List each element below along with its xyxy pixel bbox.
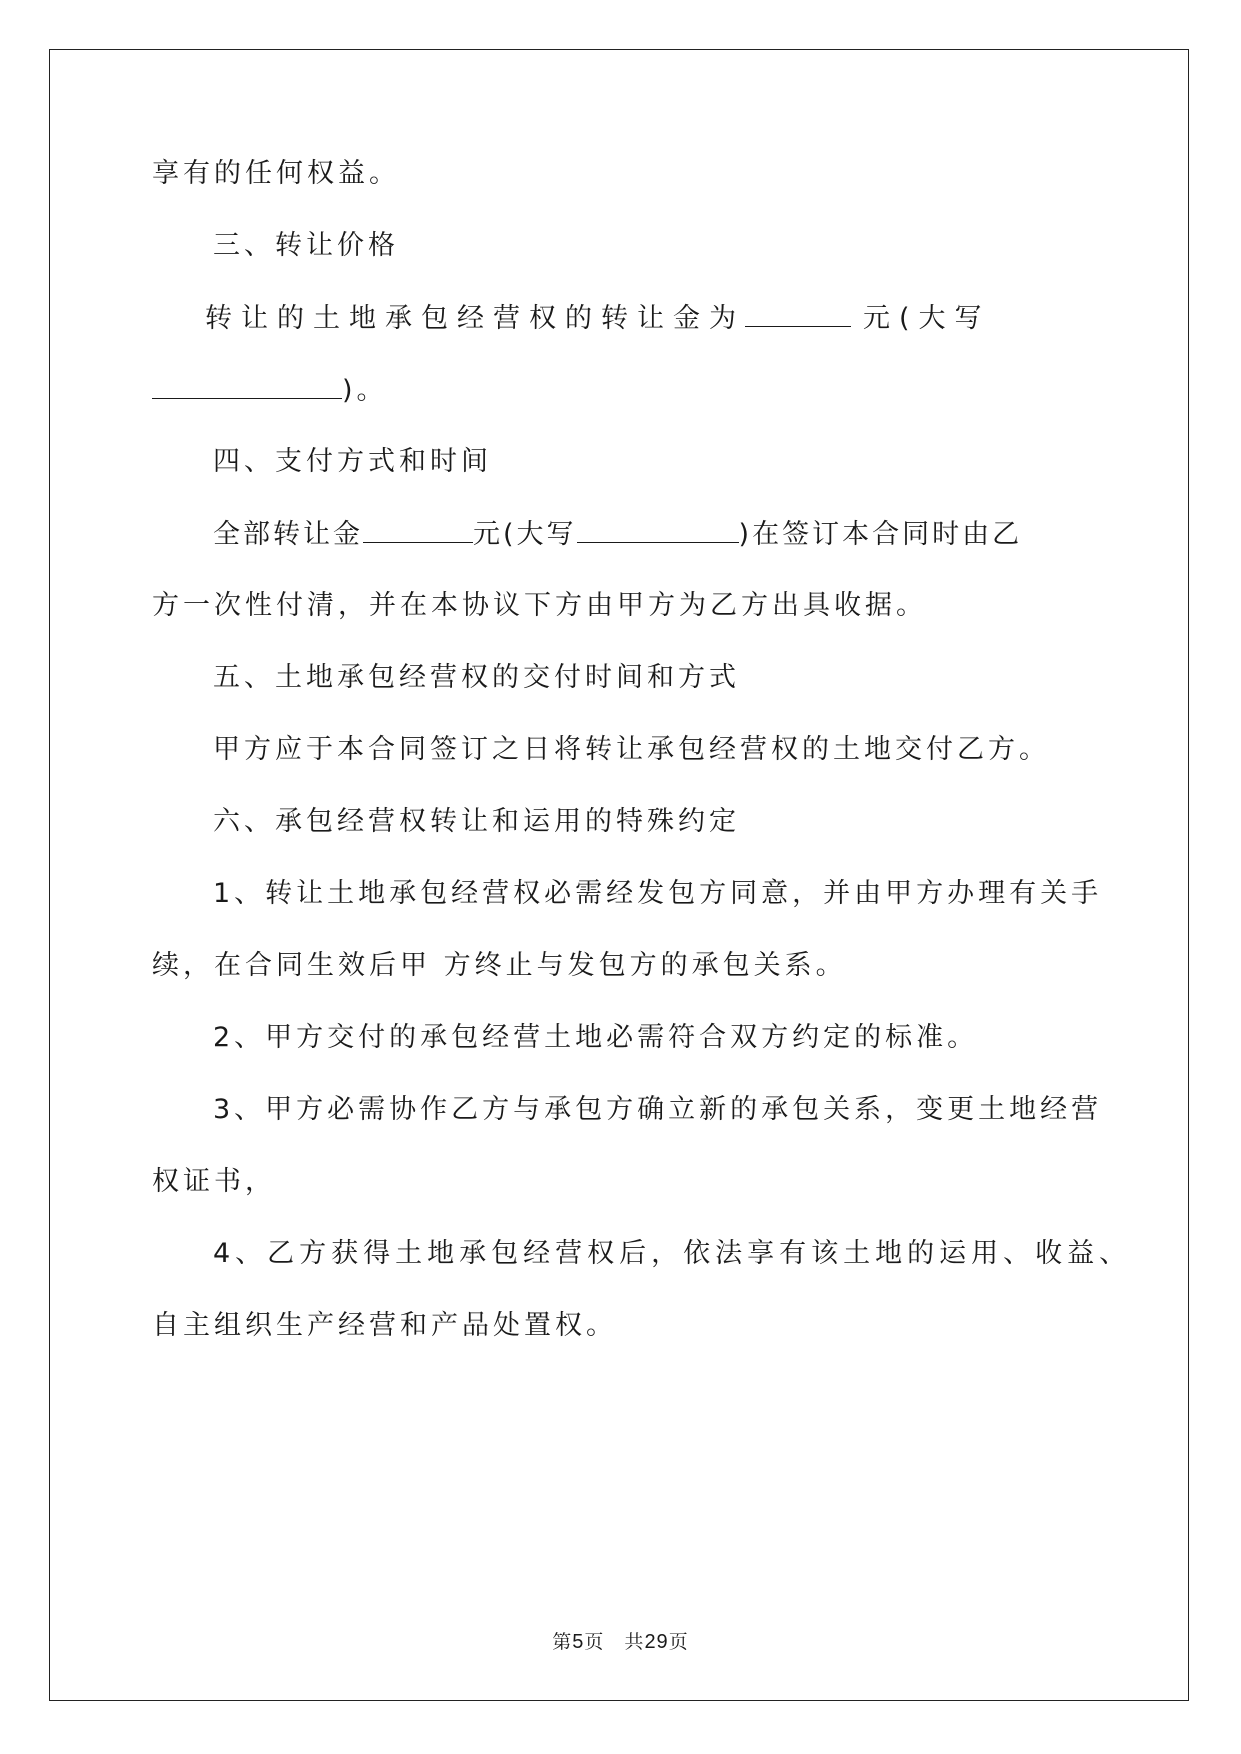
- footer-middle: 页 共: [584, 1631, 645, 1653]
- section-heading-delivery: 五、土地承包经营权的交付时间和方式: [213, 662, 740, 693]
- current-page-number: 5: [572, 1631, 585, 1653]
- paragraph-line: 享有的任何权益。: [152, 158, 400, 189]
- list-item-4: 4、乙方获得土地承包经营权后，依法享有该土地的运用、收益、: [213, 1238, 1132, 1269]
- paragraph-line: 方一次性付清，并在本协议下方由甲方为乙方出具收据。: [152, 590, 927, 621]
- blank-amount-field: [363, 516, 473, 543]
- list-item-3-continued: 权证书，: [152, 1166, 276, 1197]
- text-segment: 转让的土地承包经营权的转让金为: [205, 303, 745, 334]
- text-segment: )在签订本合同时由乙: [738, 519, 1023, 550]
- list-item-3: 3、甲方必需协作乙方与承包方确立新的承包关系，变更土地经营: [213, 1094, 1103, 1125]
- paragraph-line: [213, 516, 1022, 553]
- text-segment: )。: [342, 375, 388, 406]
- footer-prefix: 第: [552, 1631, 573, 1653]
- section-heading-payment: 四、支付方式和时间: [213, 446, 492, 477]
- blank-capital-amount-field: [577, 516, 739, 543]
- list-item-4-continued: 自主组织生产经营和产品处置权。: [152, 1310, 617, 1341]
- page-number-footer: [0, 1630, 1241, 1654]
- page-border: [49, 49, 1189, 1701]
- blank-capital-amount-field: [152, 372, 342, 399]
- section-heading-special-terms: 六、承包经营权转让和运用的特殊约定: [213, 806, 740, 837]
- total-page-count: 29: [644, 1631, 669, 1653]
- list-item-2: 2、甲方交付的承包经营土地必需符合双方约定的标准。: [213, 1022, 979, 1053]
- section-heading-price: 三、转让价格: [213, 230, 399, 261]
- paragraph-line: [205, 300, 991, 337]
- paragraph-line: 甲方应于本合同签订之日将转让承包经营权的土地交付乙方。: [213, 734, 1050, 765]
- text-segment: 全部转让金: [213, 519, 363, 550]
- list-item-1-continued: 续，在合同生效后甲 方终止与发包方的承包关系。: [152, 950, 847, 981]
- paragraph-line: [152, 372, 388, 409]
- footer-suffix: 页: [668, 1631, 689, 1653]
- text-segment: 元(大写: [863, 303, 991, 334]
- list-item-1: 1、转让土地承包经营权必需经发包方同意，并由甲方办理有关手: [213, 878, 1103, 909]
- blank-amount-field: [745, 300, 851, 327]
- text-segment: 元(大写: [473, 519, 577, 550]
